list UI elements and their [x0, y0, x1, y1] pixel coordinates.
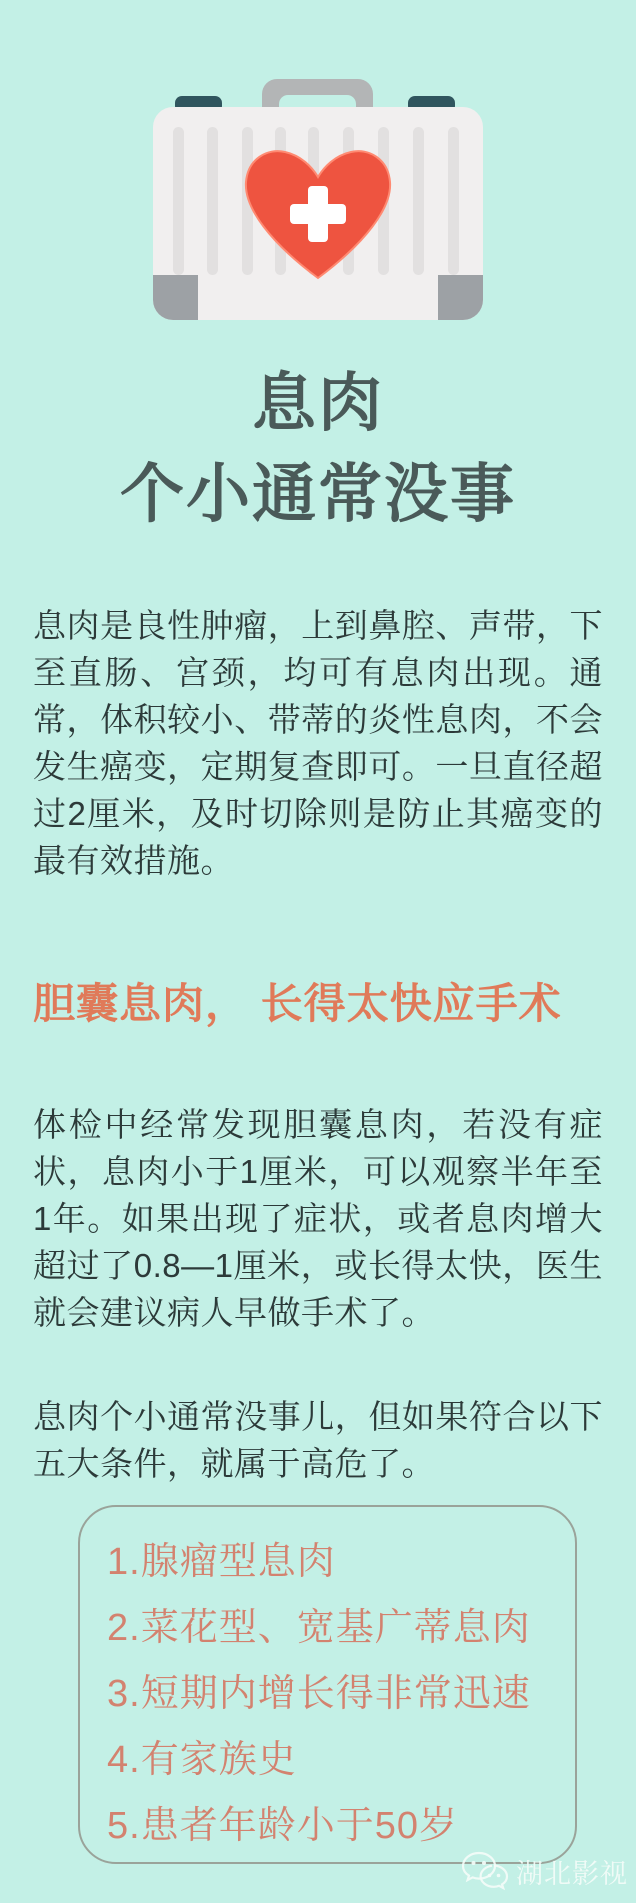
title-line-2: 个小通常没事 — [120, 458, 516, 530]
risk-item-1: 1.腺瘤型息肉 — [107, 1541, 336, 1583]
title-line-1: 息肉 — [252, 367, 384, 439]
watermark-text: 湖北影视 — [516, 1858, 628, 1889]
page-title — [0, 358, 636, 540]
first-aid-kit-icon — [150, 77, 486, 322]
risk-item-4: 4.有家族史 — [107, 1739, 297, 1781]
section-paragraph-1: 体检中经常发现胆囊息肉，若没有症状，息肉小于1厘米，可以观察半年至1年。如果出现了症状，或者息肉增大超过了0.8—1厘米，或长得太快，医生就会建议病人早做手术了。 — [33, 1106, 603, 1331]
wechat-icon — [461, 1851, 509, 1891]
risk-criteria-box — [78, 1505, 577, 1864]
watermark — [461, 1851, 628, 1891]
risk-item-2: 2.菜花型、宽基广蒂息肉 — [107, 1607, 531, 1649]
risk-item-5: 5.患者年龄小于50岁 — [107, 1805, 458, 1847]
intro-paragraph: 息肉是良性肿瘤，上到鼻腔、声带，下至直肠、宫颈，均可有息肉出现。通常，体积较小、带蒂的炎性息肉，不会发生癌变，定期复查即可。一旦直径超过2厘米，及时切除则是防止其癌变的最有效措施。 — [33, 607, 603, 879]
risk-item-3: 3.短期内增长得非常迅速 — [107, 1673, 531, 1715]
section-paragraph-2: 息肉个小通常没事儿，但如果符合以下五大条件，就属于高危了。 — [33, 1398, 603, 1482]
section-heading: 胆囊息肉， 长得太快应手术 — [33, 980, 562, 1027]
